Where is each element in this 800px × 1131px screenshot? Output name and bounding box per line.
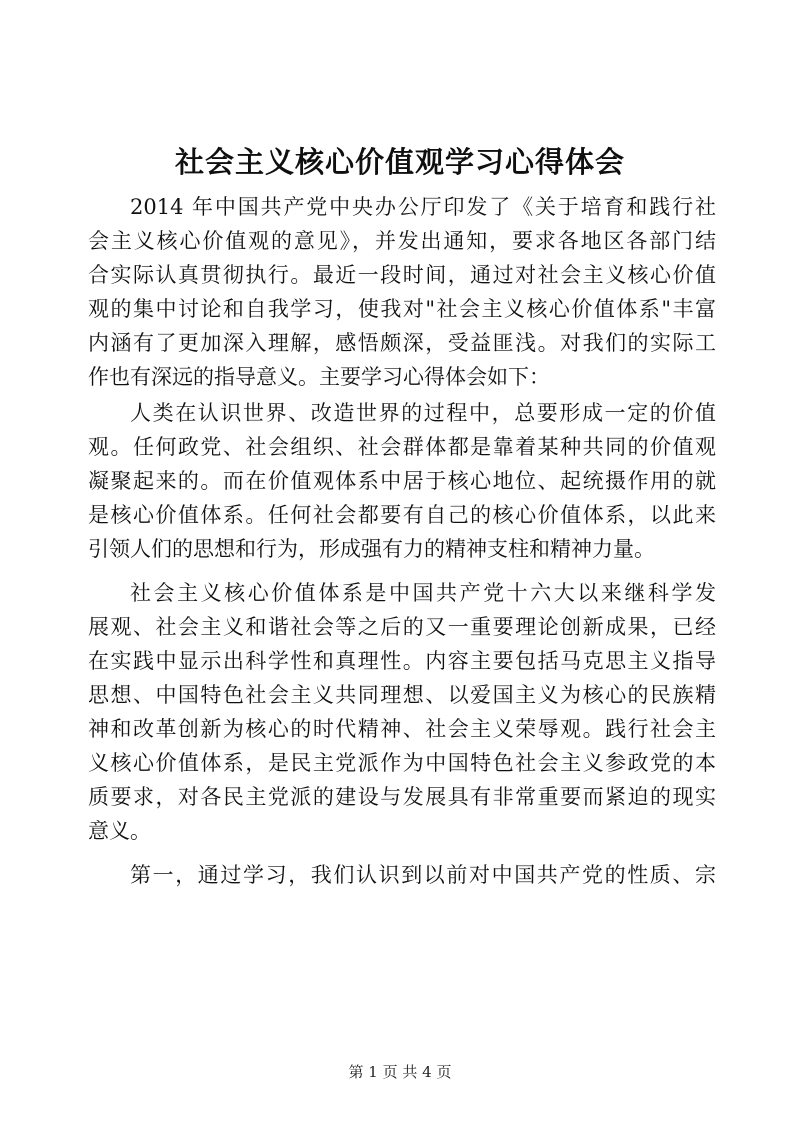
text-line: 凝聚起来的。而在价值观体系中居于核心地位、起统摄作用的就 — [88, 469, 716, 493]
text-line: 社会主义核心价值体系是中国共产党十六大以来继科学发 — [130, 581, 716, 605]
text-line: 人类在认识世界、改造世界的过程中，总要形成一定的价值 — [130, 401, 716, 425]
text-line: 思想、中国特色社会主义共同理想、以爱国主义为核心的民族精 — [88, 683, 716, 707]
paragraph-3 — [88, 576, 716, 848]
text-line: 在实践中显示出科学性和真理性。内容主要包括马克思主义指导 — [88, 649, 716, 673]
text-line: 神和改革创新为核心的时代精神、社会主义荣辱观。践行社会主 — [88, 717, 716, 741]
paragraph-1 — [88, 190, 716, 394]
paragraph-4 — [88, 858, 716, 892]
document-body — [88, 190, 716, 892]
text-line: 展观、社会主义和谐社会等之后的又一重要理论创新成果，已经 — [88, 615, 716, 639]
text-line: 第一，通过学习，我们认识到以前对中国共产党的性质、宗 — [130, 863, 716, 887]
text-line: 质要求，对各民主党派的建设与发展具有非常重要而紧迫的现实 — [88, 785, 716, 809]
document-title: 社会主义核心价值观学习心得体会 — [174, 145, 625, 179]
text-line: 内涵有了更加深入理解，感悟颇深，受益匪浅。对我们的实际工 — [88, 331, 716, 355]
text-line: 观。任何政党、社会组织、社会群体都是靠着某种共同的价值观 — [88, 435, 716, 459]
text-line: 观的集中讨论和自我学习，使我对"社会主义核心价值体系"丰富 — [88, 297, 716, 321]
text-line: 意义。 — [88, 819, 151, 843]
paragraph-2 — [88, 396, 716, 566]
text-line: 会主义核心价值观的意见》，并发出通知，要求各地区各部门结 — [88, 229, 716, 253]
text-line: 引领人们的思想和行为，形成强有力的精神支柱和精神力量。 — [88, 537, 655, 561]
page-footer: 第 1 页 共 4 页 — [348, 1063, 452, 1081]
text-line: 作也有深远的指导意义。主要学习心得体会如下： — [88, 365, 550, 389]
text-line: 是核心价值体系。任何社会都要有自己的核心价值体系，以此来 — [88, 503, 716, 527]
text-line: 2014 年中国共产党中央办公厅印发了《关于培育和践行社 — [130, 195, 716, 219]
text-line: 义核心价值体系，是民主党派作为中国特色社会主义参政党的本 — [88, 751, 716, 775]
text-line: 合实际认真贯彻执行。最近一段时间，通过对社会主义核心价值 — [88, 263, 716, 287]
